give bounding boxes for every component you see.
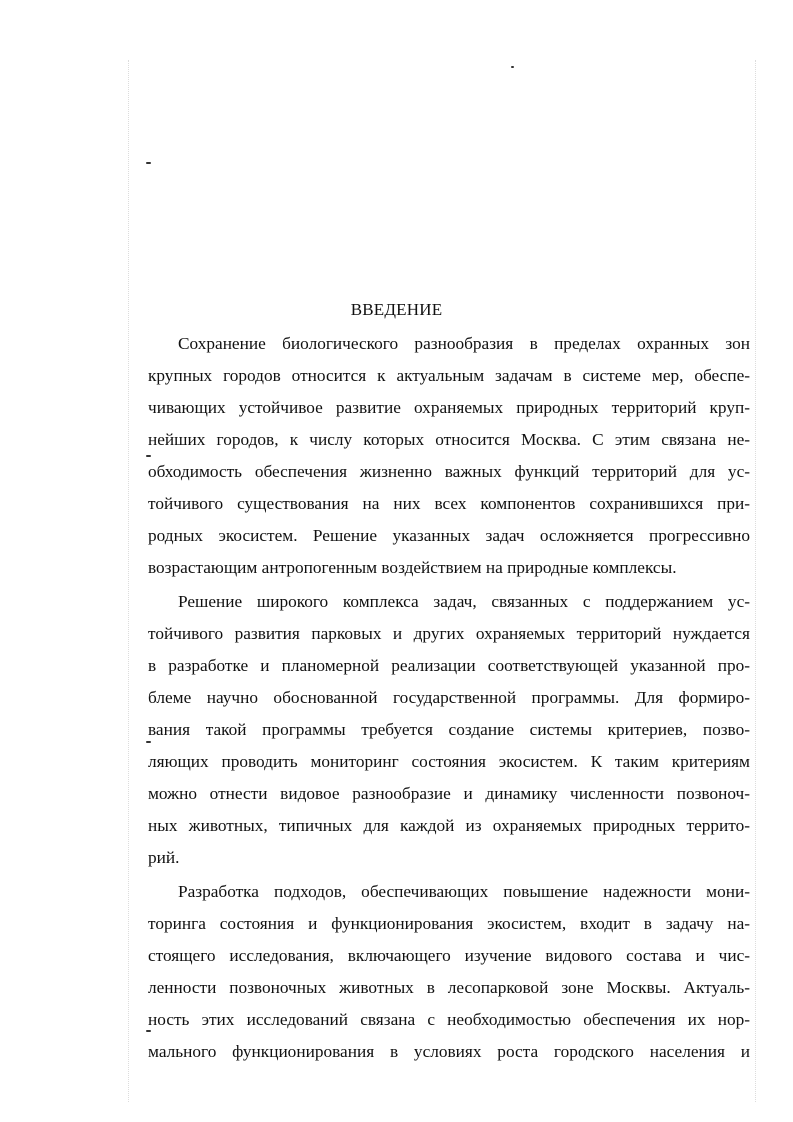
text-line: нейших городов, к числу которых относится Москва. С этим связана не- bbox=[148, 430, 750, 449]
text-line: торинга состояния и функционирования экосистем, входит в задачу на- bbox=[148, 914, 750, 933]
text-line: рий. bbox=[148, 848, 180, 867]
text-line: ных животных, типичных для каждой из охраняемых природных террито- bbox=[148, 816, 750, 835]
text-line: блеме научно обоснованной государственной программы. Для формиро- bbox=[148, 688, 750, 707]
text-line: стоящего исследования, включающего изучение видового состава и чис- bbox=[148, 946, 750, 965]
text-line: Решение широкого комплекса задач, связанных с поддержанием ус- bbox=[178, 592, 750, 611]
page-title: ВВЕДЕНИЕ bbox=[350, 300, 443, 319]
scan-artifact-line bbox=[128, 60, 129, 1102]
text-line: вания такой программы требуется создание системы критериев, позво- bbox=[148, 720, 750, 739]
text-line: ляющих проводить мониторинг состояния экосистем. К таким критериям bbox=[148, 752, 750, 771]
text-line: родных экосистем. Решение указанных задач осложняется прогрессивно bbox=[148, 526, 750, 545]
text-line: в разработке и планомерной реализации соответствующей указанной про- bbox=[148, 656, 750, 675]
scan-speck bbox=[146, 162, 151, 164]
text-line: обходимость обеспечения жизненно важных функций территорий для ус- bbox=[148, 462, 750, 481]
text-line: ность этих исследований связана с необходимостью обеспечения их нор- bbox=[148, 1010, 750, 1029]
text-line: можно отнести видовое разнообразие и динамику численности позвоноч- bbox=[148, 784, 750, 803]
scan-speck bbox=[146, 741, 151, 743]
text-line: возрастающим антропогенным воздействием на природные комплексы. bbox=[148, 558, 677, 577]
text-line: ленности позвоночных животных в лесопарковой зоне Москвы. Актуаль- bbox=[148, 978, 750, 997]
text-line: крупных городов относится к актуальным задачам в системе мер, обеспе- bbox=[148, 366, 750, 385]
scan-speck bbox=[146, 1030, 151, 1032]
text-line: Сохранение биологического разнообразия в пределах охранных зон bbox=[178, 334, 750, 353]
text-line: мального функционирования в условиях роста городского населения и bbox=[148, 1042, 750, 1061]
text-line: чивающих устойчивое развитие охраняемых природных территорий круп- bbox=[148, 398, 750, 417]
text-line: тойчивого развития парковых и других охраняемых территорий нуждается bbox=[148, 624, 750, 643]
text-line: тойчивого существования на них всех компонентов сохранившихся при- bbox=[148, 494, 750, 513]
scan-artifact-line bbox=[755, 60, 756, 1102]
scan-speck bbox=[146, 455, 151, 457]
text-line: Разработка подходов, обеспечивающих повышение надежности мони- bbox=[178, 882, 750, 901]
scan-speck bbox=[511, 66, 514, 68]
